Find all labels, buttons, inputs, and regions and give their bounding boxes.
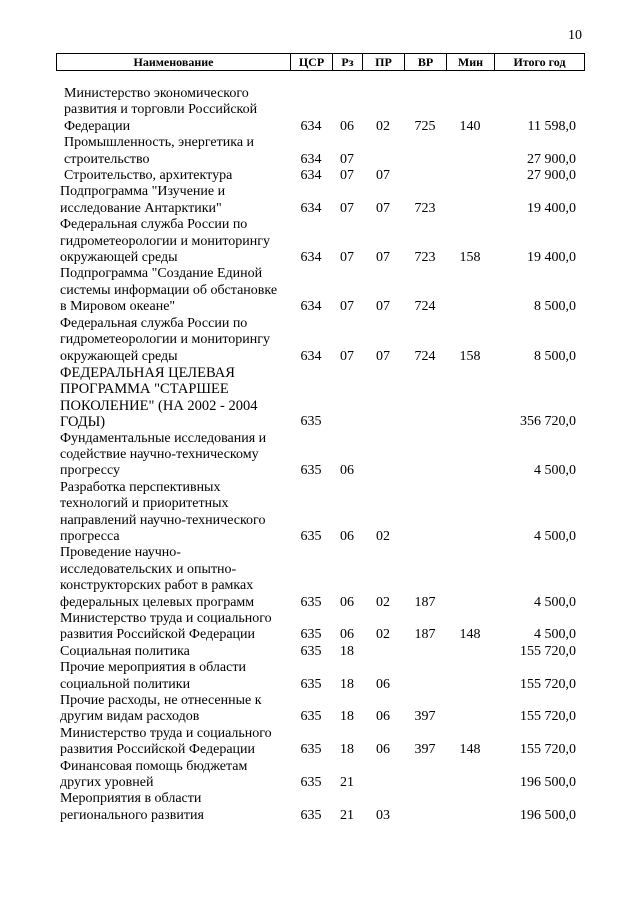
row-min: [446, 365, 494, 431]
row-name: Подпрограмма "Изучение и исследование Антарктики": [60, 184, 226, 216]
row-csr: 635: [300, 709, 322, 725]
header-pr: ПР: [363, 54, 405, 71]
row-csr: 634: [300, 299, 322, 315]
table-row: [56, 545, 584, 611]
row-csr: 635: [300, 627, 322, 643]
row-pr: 07: [376, 299, 390, 315]
table-row: [56, 431, 584, 480]
row-name: Промышленность, энергетика и строительство: [64, 135, 255, 167]
header-total: Итого год: [495, 54, 585, 71]
row-pr: 03: [376, 807, 390, 823]
row-total: 27 900,0: [527, 168, 576, 184]
row-vr: [404, 365, 446, 431]
row-csr: 634: [300, 348, 322, 364]
row-min: [446, 266, 494, 315]
table-row: [56, 660, 584, 693]
row-pr: 07: [376, 168, 390, 184]
row-rz: 06: [340, 463, 354, 479]
row-min: [446, 693, 494, 726]
row-rz: 06: [340, 627, 354, 643]
row-min: [446, 791, 494, 824]
row-rz: 18: [340, 742, 354, 758]
row-name: Министерство труда и социального развития Российской Федерации: [60, 611, 272, 643]
row-min: [446, 545, 494, 611]
row-total: 356 720,0: [520, 414, 576, 430]
row-total: 8 500,0: [534, 348, 576, 364]
row-pr: 02: [376, 528, 390, 544]
row-rz: 21: [340, 775, 354, 791]
row-csr: 634: [300, 200, 322, 216]
row-pr: [362, 431, 404, 480]
row-vr: 723: [414, 200, 436, 216]
row-csr: 635: [300, 742, 322, 758]
row-csr: 635: [300, 676, 322, 692]
table-row: [56, 316, 584, 365]
row-min: [446, 644, 494, 660]
row-min: [446, 431, 494, 480]
row-total: 155 720,0: [520, 709, 576, 725]
row-pr: [362, 644, 404, 660]
table-row: [56, 644, 584, 660]
row-vr: [404, 135, 446, 168]
row-min: [446, 135, 494, 168]
row-pr: 02: [376, 118, 390, 134]
row-vr: 725: [414, 118, 436, 134]
table-header: [56, 53, 585, 71]
row-vr: 187: [414, 627, 436, 643]
row-pr: 07: [376, 250, 390, 266]
row-total: 19 400,0: [527, 200, 576, 216]
row-pr: [362, 759, 404, 792]
row-pr: 07: [376, 348, 390, 364]
row-name: Министерство труда и социального развития Российской Федерации: [60, 725, 272, 758]
row-vr: 724: [414, 299, 436, 315]
row-total: 4 500,0: [534, 594, 576, 610]
row-csr: 635: [300, 463, 322, 479]
table-row: [56, 168, 584, 184]
table-row: [56, 611, 584, 644]
row-min: [446, 184, 494, 217]
table-row: [56, 693, 584, 726]
row-pr: 02: [376, 627, 390, 643]
row-pr: [362, 365, 404, 431]
row-name: Финансовая помощь бюджетам других уровней: [60, 758, 248, 791]
row-name: Федеральная служба России по гидрометеорологии и мониторингу окружающей среды: [60, 315, 271, 364]
row-rz: 07: [340, 299, 354, 315]
row-rz: 06: [340, 594, 354, 610]
row-min: [446, 480, 494, 546]
row-name: Фундаментальные исследования и содействие научно-техническому прогрессу: [60, 430, 267, 479]
row-rz: 07: [340, 151, 354, 167]
row-min: [446, 168, 494, 184]
row-vr: 397: [414, 742, 436, 758]
row-name: ФЕДЕРАЛЬНАЯ ЦЕЛЕВАЯ ПРОГРАММА "СТАРШЕЕ ПОКОЛЕНИЕ" (НА 2002 - 2004 ГОДЫ): [60, 364, 258, 431]
row-vr: [404, 644, 446, 660]
header-min: Мин: [447, 54, 495, 71]
row-vr: [404, 759, 446, 792]
table-row: [56, 266, 584, 315]
row-total: 11 598,0: [527, 118, 576, 134]
table-row: [56, 480, 584, 546]
row-pr: 07: [376, 200, 390, 216]
row-total: 4 500,0: [534, 463, 576, 479]
row-rz: 18: [340, 709, 354, 725]
row-vr: [404, 431, 446, 480]
row-name: Подпрограмма "Создание Единой системы информации об обстановке в Мировом океане": [60, 266, 278, 315]
row-vr: 397: [414, 709, 436, 725]
row-csr: 634: [300, 250, 322, 266]
row-csr: 634: [300, 151, 322, 167]
row-vr: [404, 168, 446, 184]
row-vr: [404, 660, 446, 693]
table-row: [56, 86, 584, 135]
row-rz: 07: [340, 200, 354, 216]
row-total: 155 720,0: [520, 742, 576, 758]
row-csr: 635: [300, 414, 322, 430]
table-row: [56, 184, 584, 217]
row-name: Строительство, архитектура: [64, 168, 233, 184]
header-name: Наименование: [57, 54, 291, 71]
row-total: 4 500,0: [534, 528, 576, 544]
row-name: Министерство экономического развития и торговли Российской Федерации: [64, 86, 258, 134]
row-total: 196 500,0: [520, 807, 576, 823]
row-csr: 634: [300, 118, 322, 134]
row-name: Разработка перспективных технологий и приоритетных направлений научно-технического прогресса: [60, 479, 266, 544]
row-pr: 06: [376, 709, 390, 725]
table-body: [56, 86, 584, 824]
row-rz: 18: [340, 676, 354, 692]
row-total: 155 720,0: [520, 676, 576, 692]
row-vr: 723: [414, 250, 436, 266]
row-total: 196 500,0: [520, 775, 576, 791]
row-rz: 07: [340, 348, 354, 364]
row-vr: [404, 791, 446, 824]
row-csr: 635: [300, 528, 322, 544]
row-total: 4 500,0: [534, 627, 576, 643]
row-rz: 21: [340, 807, 354, 823]
row-vr: 724: [414, 348, 436, 364]
row-rz: [332, 365, 362, 431]
row-csr: 634: [300, 168, 322, 184]
row-vr: [404, 480, 446, 546]
row-rz: 18: [340, 643, 354, 659]
row-rz: 07: [340, 250, 354, 266]
table-row: [56, 135, 584, 168]
header-rz: Рз: [333, 54, 363, 71]
table-row: [56, 791, 584, 824]
row-pr: 02: [376, 594, 390, 610]
row-min: 158: [459, 348, 481, 364]
row-total: 155 720,0: [520, 643, 576, 659]
row-min: [446, 660, 494, 693]
row-vr: 187: [414, 594, 436, 610]
row-min: 140: [459, 118, 481, 134]
row-csr: 635: [300, 775, 322, 791]
row-name: Федеральная служба России по гидрометеорологии и мониторингу окружающей среды: [60, 217, 271, 266]
row-rz: 07: [340, 168, 354, 184]
page-number: 10: [568, 28, 582, 43]
row-min: [446, 759, 494, 792]
row-rz: 06: [340, 118, 354, 134]
row-min: 148: [459, 742, 481, 758]
row-total: 19 400,0: [527, 250, 576, 266]
row-total: 27 900,0: [527, 151, 576, 167]
row-csr: 635: [300, 594, 322, 610]
header-csr: ЦСР: [291, 54, 333, 71]
row-csr: 635: [300, 643, 322, 659]
header-vr: ВР: [405, 54, 447, 71]
row-pr: 06: [376, 676, 390, 692]
table-row: [56, 217, 584, 266]
row-min: 148: [459, 627, 481, 643]
row-min: 158: [459, 250, 481, 266]
row-name: Прочие расходы, не отнесенные к другим видам расходов: [60, 693, 262, 725]
row-rz: 06: [340, 528, 354, 544]
table-row: [56, 365, 584, 431]
row-total: 8 500,0: [534, 299, 576, 315]
row-pr: 06: [376, 742, 390, 758]
row-pr: [362, 135, 404, 168]
row-name: Социальная политика: [60, 643, 190, 659]
row-csr: 635: [300, 807, 322, 823]
budget-table: [56, 86, 584, 824]
row-name: Проведение научно-исследовательских и опытно-конструкторских работ в рамках федеральных целевых программ: [60, 545, 255, 610]
row-name: Мероприятия в области регионального развития: [60, 791, 204, 823]
table-row: [56, 759, 584, 792]
row-name: Прочие мероприятия в области социальной политики: [60, 660, 246, 692]
table-row: [56, 726, 584, 759]
